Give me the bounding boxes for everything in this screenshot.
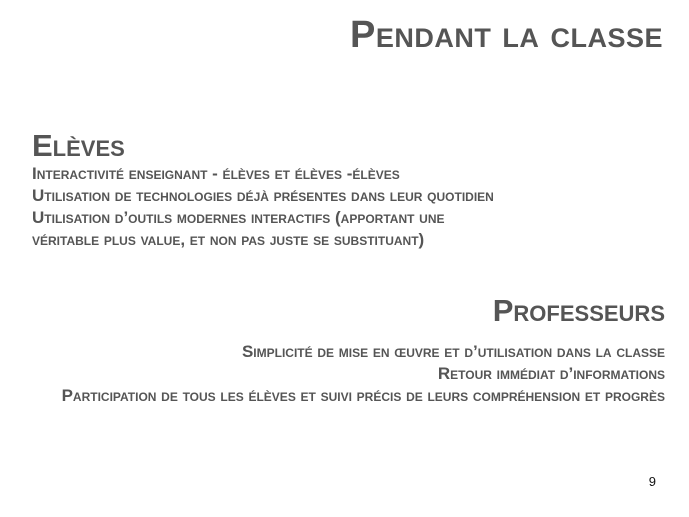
eleves-list bbox=[32, 163, 494, 251]
professeurs-heading: Professeurs bbox=[492, 293, 665, 328]
slide-title: Pendant la classe bbox=[350, 14, 663, 56]
professeurs-line: Participation de tous les élèves et suivi précis de leurs compréhension et progrès bbox=[61, 386, 665, 405]
eleves-line: Utilisation d’outils modernes interactifs (apportant une bbox=[32, 208, 445, 227]
eleves-line: Interactivité enseignant - élèves et élèves -élèves bbox=[32, 164, 400, 183]
eleves-line: Utilisation de technologies déjà présentes dans leur quotidien bbox=[32, 186, 494, 205]
professeurs-line: Retour immédiat d’informations bbox=[437, 364, 665, 383]
eleves-heading: Elèves bbox=[32, 128, 125, 163]
page-number: 9 bbox=[648, 474, 656, 489]
professeurs-line: Simplicité de mise en œuvre et d’utilisation dans la classe bbox=[241, 342, 665, 361]
professeurs-list bbox=[62, 341, 665, 407]
eleves-line: véritable plus value, et non pas juste se substituant) bbox=[32, 230, 425, 249]
